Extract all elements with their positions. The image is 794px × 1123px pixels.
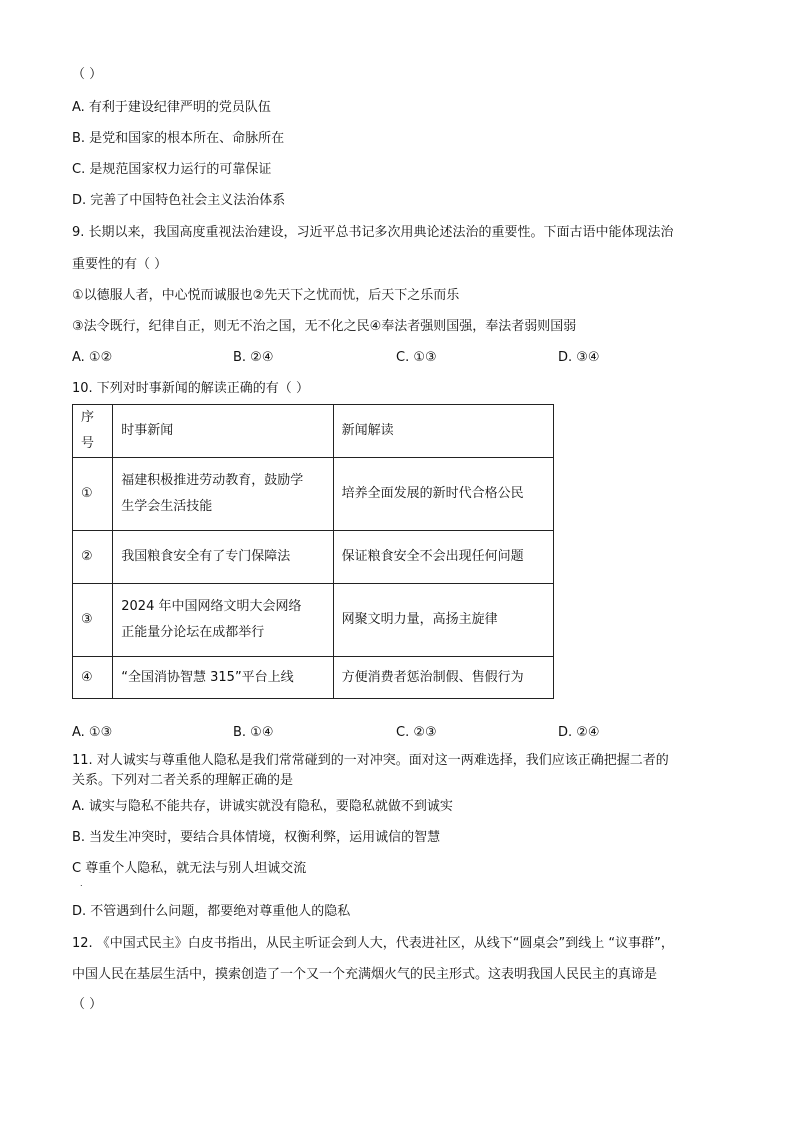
row-news: “全国消协智慧 315”平台上线 (113, 657, 333, 699)
stray-dot: . (80, 879, 83, 888)
row-number: ① (73, 458, 113, 531)
row-interpretation: 保证粮食安全不会出现任何问题 (333, 531, 553, 584)
q8-option-a: A. 有利于建设纪律严明的党员队伍 (72, 100, 271, 115)
q12-bracket: （ ） (72, 997, 103, 1012)
q9-stem-line1: 9. 长期以来，我国高度重视法治建设，习近平总书记多次用典论述法治的重要性。下面古语中能体现法治 (72, 225, 674, 240)
row-news-line: 福建积极推进劳动教育，鼓励学 (121, 473, 304, 488)
row-news (113, 458, 333, 531)
table-row (73, 458, 554, 531)
q10-option-c: C. ②③ (396, 725, 437, 740)
q11-stem-line1: 11. 对人诚实与尊重他人隐私是我们常常碰到的一对冲突。面对这一两难选择，我们应该正确把握二者的 (72, 753, 669, 768)
q8-option-d: D. 完善了中国特色社会主义法治体系 (72, 193, 286, 208)
header-news: 时事新闻 (113, 405, 333, 458)
row-news (113, 584, 333, 657)
q9-option-b: B. ②④ (233, 350, 274, 365)
row-news-line: 2024 年中国网络文明大会网络 (121, 599, 302, 614)
row-news-line: 生学会生活技能 (121, 499, 213, 514)
q8-bracket: （ ） (72, 67, 103, 82)
q9-option-a: A. ①② (72, 350, 113, 365)
header-number: 序号 (73, 405, 113, 458)
q11-stem-line2: 关系。下列对二者关系的理解正确的是 (72, 773, 294, 788)
row-interpretation: 网聚文明力量，高扬主旋律 (333, 584, 553, 657)
row-news: 我国粮食安全有了专门保障法 (113, 531, 333, 584)
row-news-line: 正能量分论坛在成都举行 (121, 625, 265, 640)
q10-option-d: D. ②④ (558, 725, 600, 740)
q11-option-c: C 尊重个人隐私，就无法与别人坦诚交流 (72, 861, 307, 876)
q9-statements-line1: ①以德服人者，中心悦而诚服也②先天下之忧而忧，后天下之乐而乐 (72, 288, 460, 303)
row-number: ② (73, 531, 113, 584)
table-row (73, 657, 554, 699)
q9-option-d: D. ③④ (558, 350, 600, 365)
row-number: ③ (73, 584, 113, 657)
q11-option-d: D. 不管遇到什么问题，都要绝对尊重他人的隐私 (72, 904, 351, 919)
table-header-row (73, 405, 554, 458)
q9-option-c: C. ①③ (396, 350, 437, 365)
row-number: ④ (73, 657, 113, 699)
q10-option-a: A. ①③ (72, 725, 113, 740)
q11-option-a: A. 诚实与隐私不能共存，讲诚实就没有隐私，要隐私就做不到诚实 (72, 799, 453, 814)
q9-stem-line2: 重要性的有（ ） (72, 257, 168, 272)
q10-stem: 10. 下列对时事新闻的解读正确的有（ ） (72, 381, 309, 396)
row-interpretation: 培养全面发展的新时代合格公民 (333, 458, 553, 531)
q12-stem-line1: 12. 《中国式民主》白皮书指出，从民主听证会到人大，代表进社区，从线下“圆桌会”到线上 “议事群”， (72, 936, 674, 951)
q12-stem-line2: 中国人民在基层生活中，摸索创造了一个又一个充满烟火气的民主形式。这表明我国人民民主的真谛是 (72, 967, 658, 982)
row-interpretation: 方便消费者惩治制假、售假行为 (333, 657, 553, 699)
q11-option-b: B. 当发生冲突时，要结合具体情境，权衡利弊，运用诚信的智慧 (72, 830, 441, 845)
q8-option-c: C. 是规范国家权力运行的可靠保证 (72, 162, 272, 177)
table-row (73, 531, 554, 584)
q9-statements-line2: ③法令既行，纪律自正，则无不治之国，无不化之民④奉法者强则国强，奉法者弱则国弱 (72, 319, 577, 334)
q10-option-b: B. ①④ (233, 725, 274, 740)
q8-option-b: B. 是党和国家的根本所在、命脉所在 (72, 131, 285, 146)
news-table (72, 404, 554, 699)
table-row (73, 584, 554, 657)
header-interpretation: 新闻解读 (333, 405, 553, 458)
